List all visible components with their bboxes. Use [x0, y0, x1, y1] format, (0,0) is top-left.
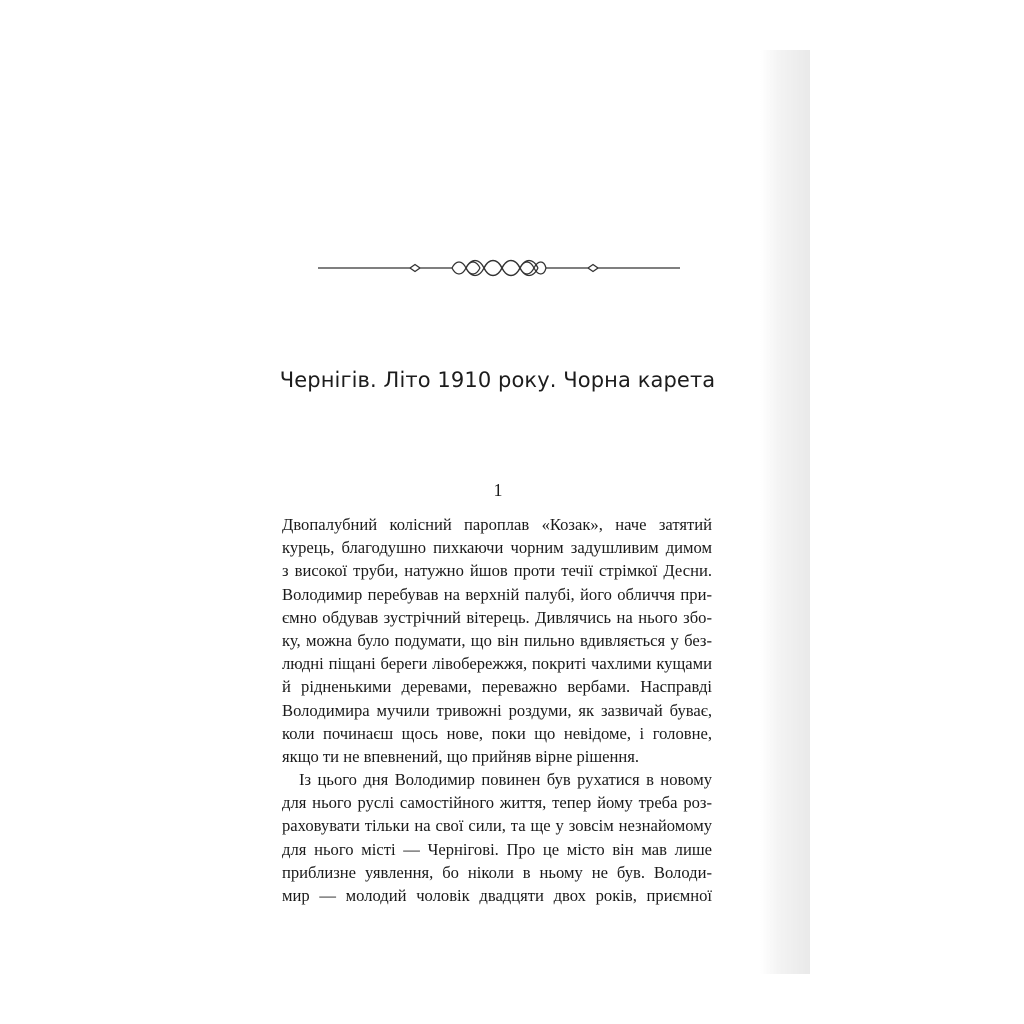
text-line: ку, можна було подумати, що він пильно вдивляється у без- [282, 630, 712, 650]
text-line: Двопалубний колісний пароплав «Козак», наче затятий [282, 515, 712, 534]
page-edge-shadow [760, 50, 810, 974]
text-line: людні піщані береги лівобережжя, покриті чахлими кущами [282, 654, 712, 674]
text-line: для нього руслі самостійного життя, тепер йому треба роз- [282, 793, 712, 813]
paragraph-1 [282, 513, 712, 768]
text-line: для нього місті — Чернігові. Про це місто він мав лише [282, 839, 712, 859]
decorative-ornament-divider [318, 255, 680, 281]
text-line: Із цього дня Володимир повинен був рухатися в новому [299, 770, 712, 790]
text-line: мир — молодий чоловік двадцяти двох років, приємної [282, 886, 712, 905]
text-line: якщо ти не впевнений, що прийняв вірне рішення. [282, 746, 640, 766]
text-line: Володимира мучили тривожні роздуми, як зазвичай буває, [282, 700, 712, 720]
chapter-title: Чернігів. Літо 1910 року. Чорна карета [279, 368, 716, 392]
text-line: з високої труби, натужно йшов проти течії стрімкої Десни. [282, 561, 712, 581]
text-line: приблизне уявлення, бо ніколи в ньому не був. Володи- [282, 862, 712, 882]
text-line: раховувати тільки на свої сили, та ще у зовсім незнайомому [282, 816, 712, 836]
text-line: й рідненькими деревами, переважно вербами. Насправді [282, 677, 712, 697]
body-text [282, 513, 712, 907]
paragraph-2 [282, 768, 712, 907]
section-number: 1 [493, 480, 503, 500]
text-line: курець, благодушно пихкаючи чорним задушливим димом [282, 538, 712, 558]
text-line: ємно обдував зустрічний вітерець. Дивлячись на нього збо- [282, 607, 712, 627]
text-line: коли починаєш щось нове, поки що невідоме, і головне, [282, 723, 712, 743]
text-line: Володимир перебував на верхній палубі, його обличчя при- [282, 584, 712, 604]
